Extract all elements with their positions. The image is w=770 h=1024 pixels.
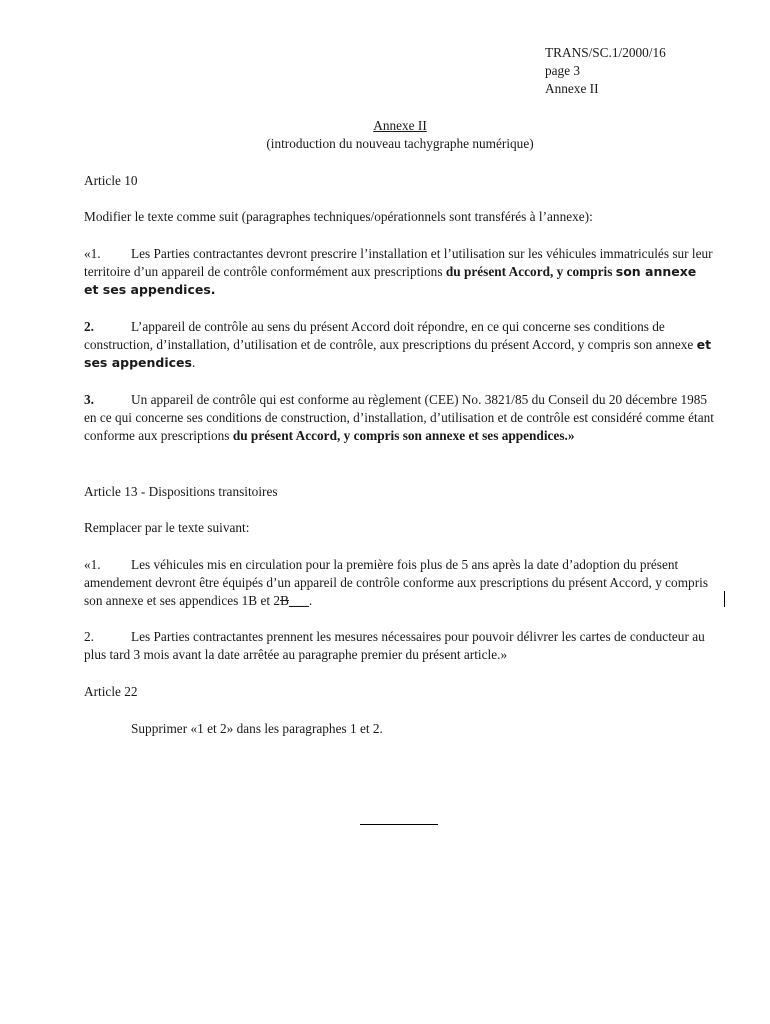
paragraph-text: Les Parties contractantes prennent les mesures nécessaires pour pouvoir délivrer les cartes de conducteur au plus tard 3 mois avant la date arrêtée au paragraphe premier du présent article.» — [84, 629, 705, 662]
paragraph-bold-text-2: son annexe et ses appendices. — [84, 264, 697, 297]
article10-paragraph-2 — [84, 318, 714, 372]
paragraph-bold-text: du présent Accord, y compris — [445, 264, 613, 279]
paragraph-text: Les Parties contractantes devront prescrire l’installation et l’utilisation sur les véhicules immatriculés sur leur territoire d’un appareil de contrôle conformément aux prescriptions — [84, 246, 713, 279]
paragraph-end: . — [308, 593, 313, 608]
paragraph-text: Les véhicules mis en circulation pour la première fois plus de 5 ans après la date d’adoption du présent amendement devront être équipés d’un appareil de contrôle conforme aux prescriptions du présent Accord, y compris son annexe et ses appendices 1B et 2 — [84, 557, 708, 608]
article22-heading: Article 22 — [84, 684, 138, 699]
document-header — [545, 44, 666, 98]
paragraph-number: «1. — [84, 246, 101, 261]
article13-paragraph-1 — [84, 556, 714, 610]
paragraph-text: L’appareil de contrôle au sens du présent Accord doit répondre, en ce qui concerne ses conditions de construction, d’installation, d’utilisation et de contrôle, aux prescriptions du présent Accord, y compris son annexe — [84, 319, 697, 352]
revision-bar — [724, 591, 725, 607]
paragraph-bold-text: du présent Accord, y compris son annexe et ses appendices.» — [232, 428, 575, 443]
paragraph-number: 3. — [84, 392, 94, 407]
struck-text: B — [280, 593, 289, 608]
article10-paragraph-1 — [84, 245, 714, 299]
paragraph-number: 2. — [84, 319, 94, 334]
annex-subtitle: (introduction du nouveau tachygraphe numérique) — [266, 136, 534, 151]
paragraph-end: . — [191, 355, 196, 370]
inserted-blank: ___ — [288, 593, 309, 608]
footer-rule — [360, 824, 438, 825]
article13-paragraph-2 — [84, 628, 714, 664]
paragraph-number: 2. — [84, 629, 94, 644]
article10-intro: Modifier le texte comme suit (paragraphes techniques/opérationnels sont transférés à l’annexe): — [84, 209, 593, 224]
annex-title-text: Annexe II — [373, 118, 427, 133]
paragraph-number: «1. — [84, 557, 101, 572]
page-number: page 3 — [545, 63, 581, 78]
paragraph-bold-text: et ses appendices — [84, 337, 712, 370]
article22-text: Supprimer «1 et 2» dans les paragraphes 1 et 2. — [131, 721, 383, 736]
article10-paragraph-3 — [84, 391, 714, 445]
paragraph-text: Un appareil de contrôle qui est conforme au règlement (CEE) No. 3821/85 du Conseil du 20 décembre 1985 en ce qui concerne ses conditions de construction, d’installation, d’utilisation et de contrôle est considéré comme étant conforme aux prescriptions — [84, 392, 714, 443]
document-symbol: TRANS/SC.1/2000/16 — [545, 45, 666, 60]
article10-heading: Article 10 — [84, 173, 138, 188]
annex-title — [0, 117, 770, 135]
annex-label: Annexe II — [545, 81, 599, 96]
article13-intro: Remplacer par le texte suivant: — [84, 520, 250, 535]
article13-heading: Article 13 - Dispositions transitoires — [84, 484, 278, 499]
